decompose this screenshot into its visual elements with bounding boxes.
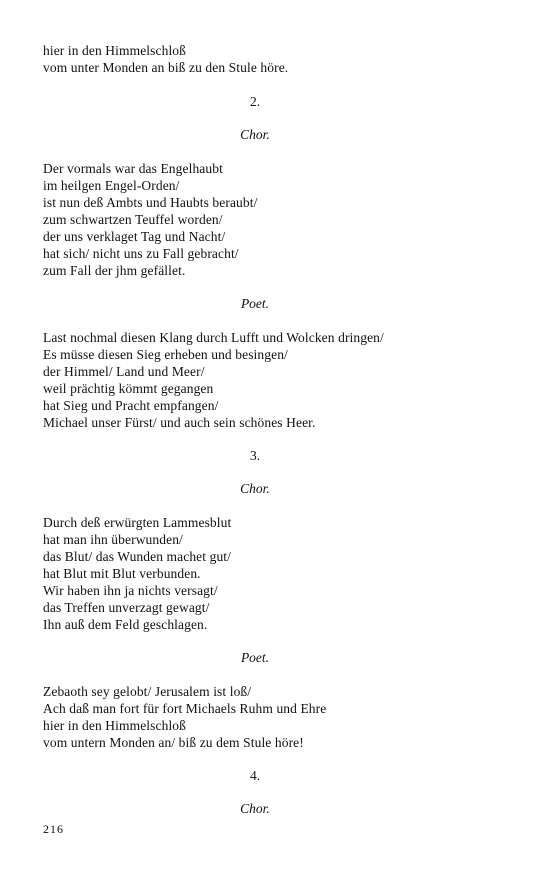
verse-line: Durch deß erwürgten Lammesblut [43, 515, 232, 530]
verse-line: hier in den Himmelschloß [43, 718, 186, 733]
verse-line: zum schwartzen Teuffel worden/ [43, 212, 223, 227]
verse-line: ist nun deß Ambts und Haubts beraubt/ [43, 195, 258, 210]
speaker-label: Poet. [240, 650, 270, 665]
verse-line: Zebaoth sey gelobt/ Jerusalem ist loß/ [43, 684, 252, 699]
verse-line: hat sich/ nicht uns zu Fall gebracht/ [43, 246, 239, 261]
verse-line: hat man ihn überwunden/ [43, 532, 183, 547]
verse-line: weil prächtig kömmt gegangen [43, 381, 214, 396]
verse-line: Ihn auß dem Feld geschlagen. [43, 617, 208, 632]
verse-line: hat Blut mit Blut verbunden. [43, 566, 201, 581]
verse-line: Last nochmal diesen Klang durch Lufft und Wolcken dringen/ [43, 330, 384, 345]
verse-line: hier in den Himmelschloß [43, 43, 186, 58]
stanza-number: 4. [249, 768, 261, 783]
verse-line: Es müsse diesen Sieg erheben und besingen/ [43, 347, 288, 362]
verse-line: der uns verklaget Tag und Nacht/ [43, 229, 226, 244]
verse-line: hat Sieg und Pracht empfangen/ [43, 398, 219, 413]
speaker-label: Chor. [240, 801, 270, 816]
speaker-label: Chor. [240, 481, 270, 496]
verse-line: der Himmel/ Land und Meer/ [43, 364, 205, 379]
verse-line: Michael unser Fürst/ und auch sein schönes Heer. [43, 415, 316, 430]
verse-line: zum Fall der jhm gefället. [43, 263, 186, 278]
stanza-number: 2. [249, 94, 261, 109]
speaker-label: Chor. [240, 127, 270, 142]
verse-line: Wir haben ihn ja nichts versagt/ [43, 583, 218, 598]
verse-line: Ach daß man fort für fort Michaels Ruhm und Ehre [43, 701, 327, 716]
verse-line: Der vormals war das Engelhaubt [43, 161, 223, 176]
verse-line: im heilgen Engel-Orden/ [43, 178, 180, 193]
verse-line: vom unter Monden an biß zu den Stule höre. [43, 60, 289, 75]
stanza-number: 3. [249, 448, 261, 463]
verse-line: vom untern Monden an/ biß zu dem Stule höre! [43, 735, 304, 750]
verse-line: das Treffen unverzagt gewagt/ [43, 600, 210, 615]
speaker-label: Poet. [240, 296, 270, 311]
verse-line: das Blut/ das Wunden machet gut/ [43, 549, 232, 564]
page-number: 216 [43, 822, 64, 836]
